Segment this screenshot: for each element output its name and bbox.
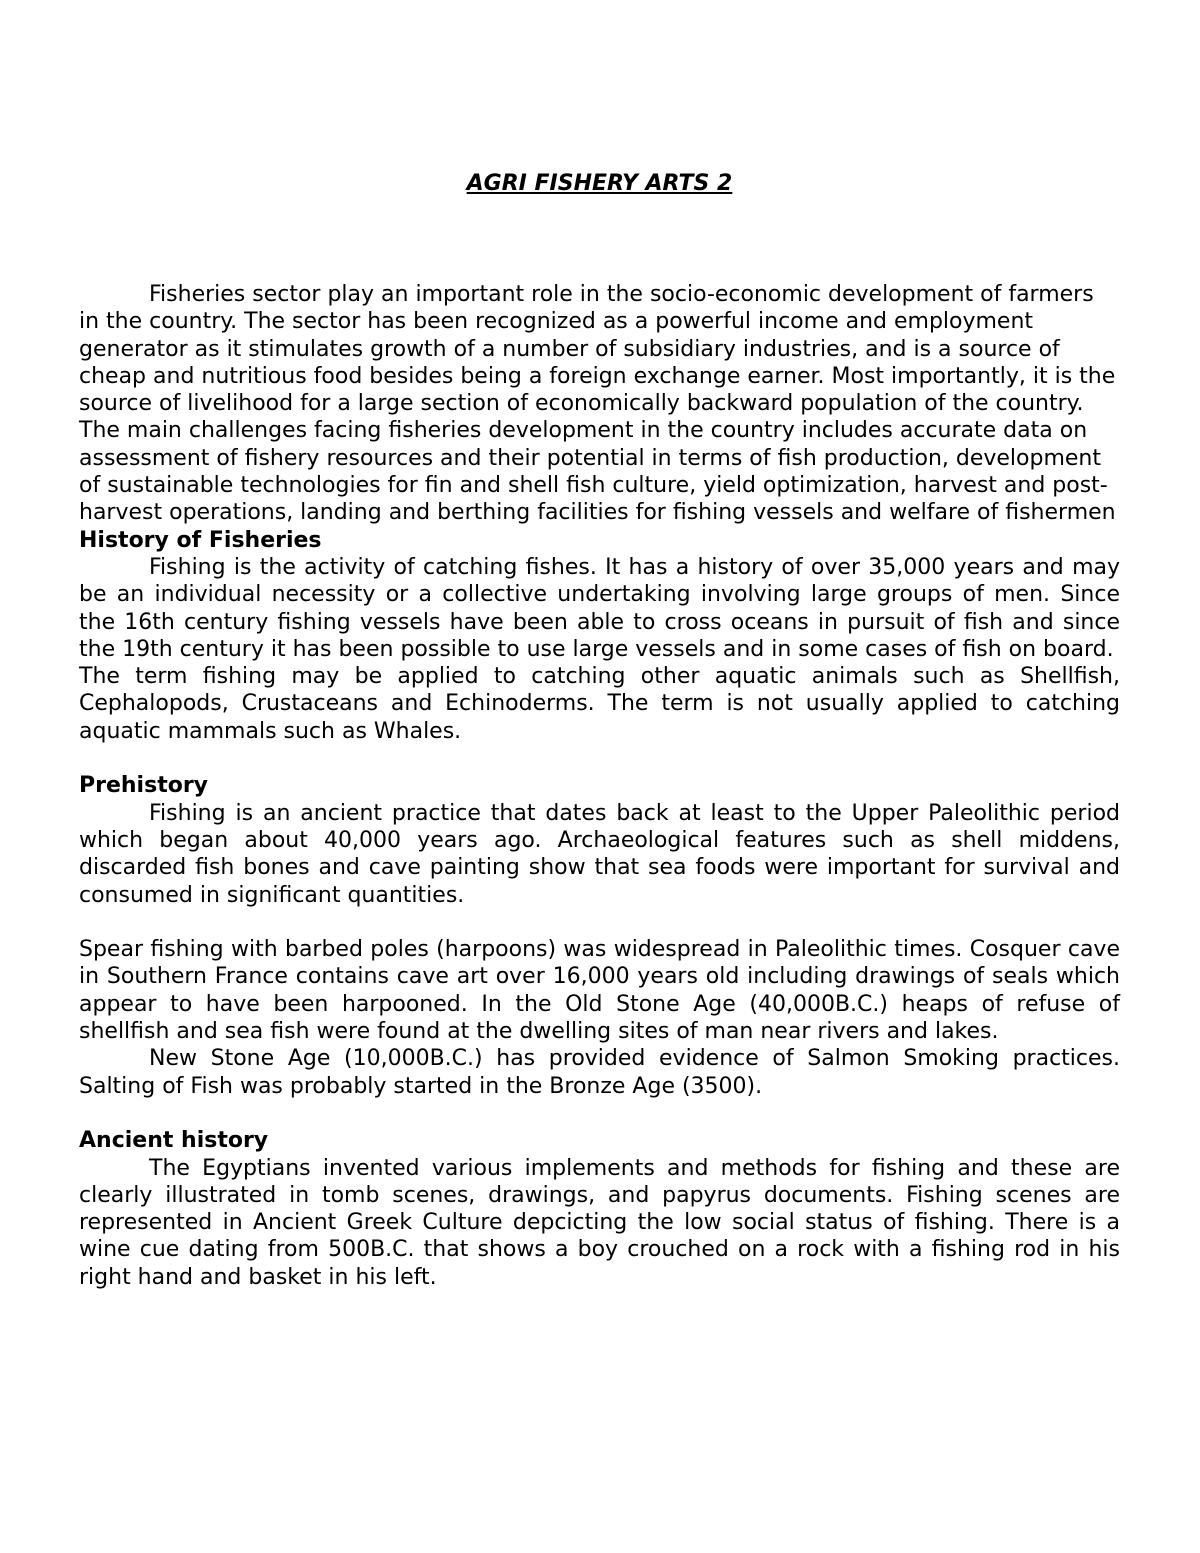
spacer xyxy=(79,1100,1120,1127)
prehistory-paragraph-3: New Stone Age (10,000B.C.) has provided evidence of Salmon Smoking practices. Salting of Fish was probably started in the Bronze Age (3500). xyxy=(79,1046,1120,1099)
document-page xyxy=(79,170,1120,1291)
history-paragraph-2: The term fishing may be applied to catching other aquatic animals such as Shellfish, Cephalopods, Crustaceans and Echinoderms. The term is not usually applied to catching aquatic mammals such as Whales. xyxy=(79,664,1120,744)
prehistory-paragraph-2: Spear fishing with barbed poles (harpoons) was widespread in Paleolithic times. Cosquer cave in Southern France contains cave art over 16,000 years old including drawings of seals which appear to have been harpooned. In the Old Stone Age (40,000B.C.) heaps of refuse of shellfish and sea fish were found at the dwelling sites of man near rivers and lakes. xyxy=(79,937,1120,1045)
history-heading: History of Fisheries xyxy=(79,527,322,553)
intro-paragraph: Fisheries sector play an important role in the socio-economic development of farmers in the country. The sector has been recognized as a powerful income and employment generator as it stimulates growth of a number of subsidiary industries, and is a source of cheap and nutritious food besides being a foreign exchange earner. Most importantly, it is the source of livelihood for a large section of economically backward population of the country. The main challenges facing fisheries development in the country includes accurate data on assessment of fishery resources and their potential in terms of fish production, development of sustainable technologies for fin and shell fish culture, yield optimization, harvest and post-harvest operations, landing and berthing facilities for fishing vessels and welfare of fishermen xyxy=(79,282,1116,526)
ancient-history-heading: Ancient history xyxy=(79,1128,269,1154)
spacer xyxy=(79,745,1120,772)
prehistory-heading: Prehistory xyxy=(79,773,209,799)
prehistory-paragraph-1: Fishing is an ancient practice that dates back at least to the Upper Paleolithic period which began about 40,000 years ago. Archaeological features such as shell middens, discarded fish bones and cave painting show that sea foods were important for survival and consumed in significant quantities. xyxy=(79,800,1120,908)
history-paragraph-1: Fishing is the activity of catching fishes. It has a history of over 35,000 years and may be an individual necessity or a collective undertaking involving large groups of men. Since the 16th century fishing vessels have been able to cross oceans in pursuit of fish and since the 19th century it has been possible to use large vessels and in some cases of fish on board. xyxy=(79,554,1120,662)
ancient-history-paragraph-1: The Egyptians invented various implements and methods for fishing and these are clearly illustrated in tomb scenes, drawings, and papyrus documents. Fishing scenes are represented in Ancient Greek Culture depcicting the low social status of fishing. There is a wine cue dating from 500B.C. that shows a boy crouched on a rock with a fishing rod in his right hand and basket in his left. xyxy=(79,1155,1120,1290)
spacer xyxy=(79,909,1120,936)
document-title: AGRI FISHERY ARTS 2 xyxy=(466,171,733,196)
